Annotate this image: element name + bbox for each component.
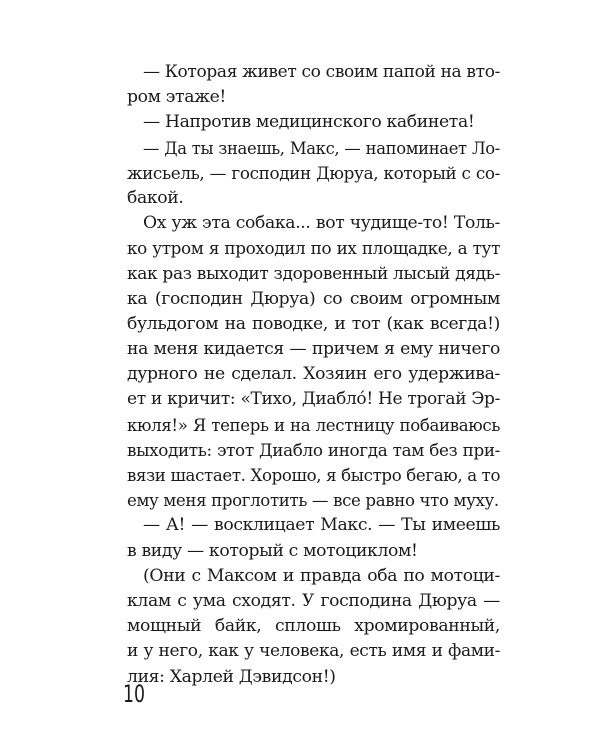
text-line: Ох уж эта собака... вот чудище-то! Толь- (143, 213, 500, 234)
text-line: бульдогом на поводке, и тот (как всегда!) (127, 313, 500, 334)
text-line: выходить: этот Диабло иногда там без при- (127, 439, 500, 460)
text-line: лия: Харлей Дэвидсон!) (127, 666, 336, 687)
text-line: на меня кидается — причем я ему ничего (127, 339, 500, 360)
page-number: 10 (123, 680, 145, 708)
text-line: — Да ты знаешь, Макс, — напоминает Ло- (143, 138, 500, 158)
text-line: бакой. (127, 187, 184, 208)
text-line: вязи шастает. Хорошо, я быстро бегаю, а то (127, 466, 501, 485)
text-line: как раз выходит здоровенный лысый дядь- (127, 263, 500, 284)
text-line: дурного не сделал. Хозяин его удерживa- (127, 364, 500, 385)
text-line: ко утром я проходил по их площадке, а тут (127, 238, 500, 259)
text-line: — Которая живет со своим папой на вто- (143, 62, 500, 82)
text-line: клам с ума сходят. У господина Дюруа — (127, 590, 500, 611)
text-line: — Напротив медицинского кабинета! (143, 112, 475, 133)
text-line: кюля!» Я теперь и на лестницу побаиваюсь (127, 415, 500, 435)
text-line: и у него, как у человека, есть имя и фами- (127, 641, 500, 662)
text-line: ему меня проглотить — все равно что муху. (127, 491, 499, 511)
body-text (127, 60, 500, 690)
text-line: ка (господин Дюруа) со своим огромным (127, 288, 500, 309)
text-line: ет и кричит: «Тихо, Диабло́! Не трогай Эр- (127, 389, 500, 410)
text-line: ром этаже! (127, 87, 226, 108)
text-line: жисьель, — господин Дюруа, который с со- (127, 162, 500, 183)
text-line: в виду — который с мотоциклом! (127, 540, 418, 561)
text-line: — А! — восклицает Макс. — Ты имеешь (143, 515, 500, 536)
text-line: (Они с Максом и правда оба по мотоци- (143, 565, 500, 586)
text-line: мощный байк, сплошь хромированный, (127, 616, 500, 637)
